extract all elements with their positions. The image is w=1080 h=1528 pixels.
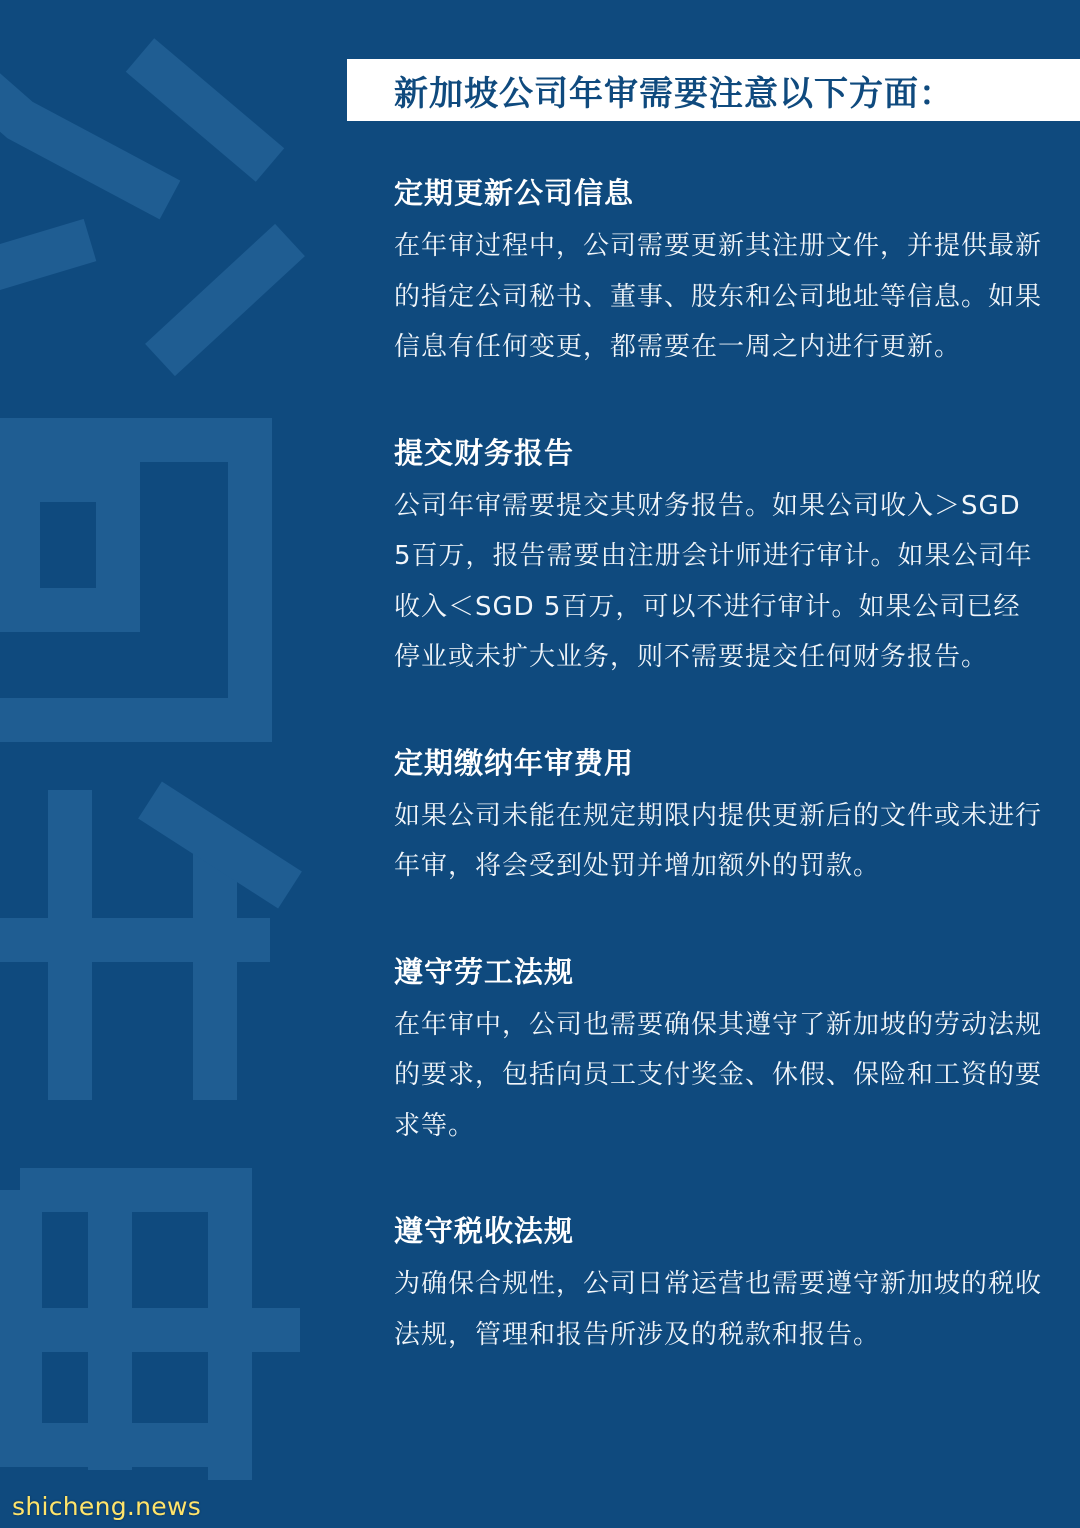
section-financial-report — [394, 425, 1044, 683]
section-update-info — [394, 165, 1044, 373]
content-column — [394, 165, 1044, 1360]
section-title: 遵守劳工法规 — [394, 954, 575, 989]
section-title: 遵守税收法规 — [394, 1214, 575, 1248]
section-labor-law — [394, 944, 1044, 1152]
section-title: 定期更新公司信息 — [394, 176, 635, 210]
section-tax-law — [394, 1203, 1044, 1360]
background-decor-glyphs — [0, 0, 330, 1528]
section-title: 提交财务报告 — [394, 435, 575, 470]
section-body: 在年审过程中，公司需要更新其注册文件，并提供最新的指定公司秘书、董事、股东和公司地址等信息。如果信息有任何变更，都需要在一周之内进行更新。 — [394, 231, 1043, 362]
section-body: 在年审中，公司也需要确保其遵守了新加坡的劳动法规的要求，包括向员工支付奖金、休假、保险和工资的要求等。 — [394, 1009, 1043, 1141]
section-body: 如果公司未能在规定期限内提供更新后的文件或未进行年审，将会受到处罚并增加额外的罚款。 — [394, 800, 1043, 881]
section-annual-fees — [394, 735, 1044, 892]
watermark: shicheng.news — [12, 1492, 202, 1521]
page-title: 新加坡公司年审需要注意以下方面： — [394, 73, 954, 114]
section-title: 定期缴纳年审费用 — [394, 745, 635, 780]
title-banner — [347, 59, 1080, 121]
section-body: 公司年审需要提交其财务报告。如果公司收入＞SGD 5百万，报告需要由注册会计师进行审计。如果公司年收入＜SGD 5百万，可以不进行审计。如果公司已经停业或未扩大业务，则不需要提交任何财务报告。 — [394, 490, 1033, 672]
section-body: 为确保合规性，公司日常运营也需要遵守新加坡的税收法规，管理和报告所涉及的税款和报告。 — [394, 1269, 1043, 1350]
